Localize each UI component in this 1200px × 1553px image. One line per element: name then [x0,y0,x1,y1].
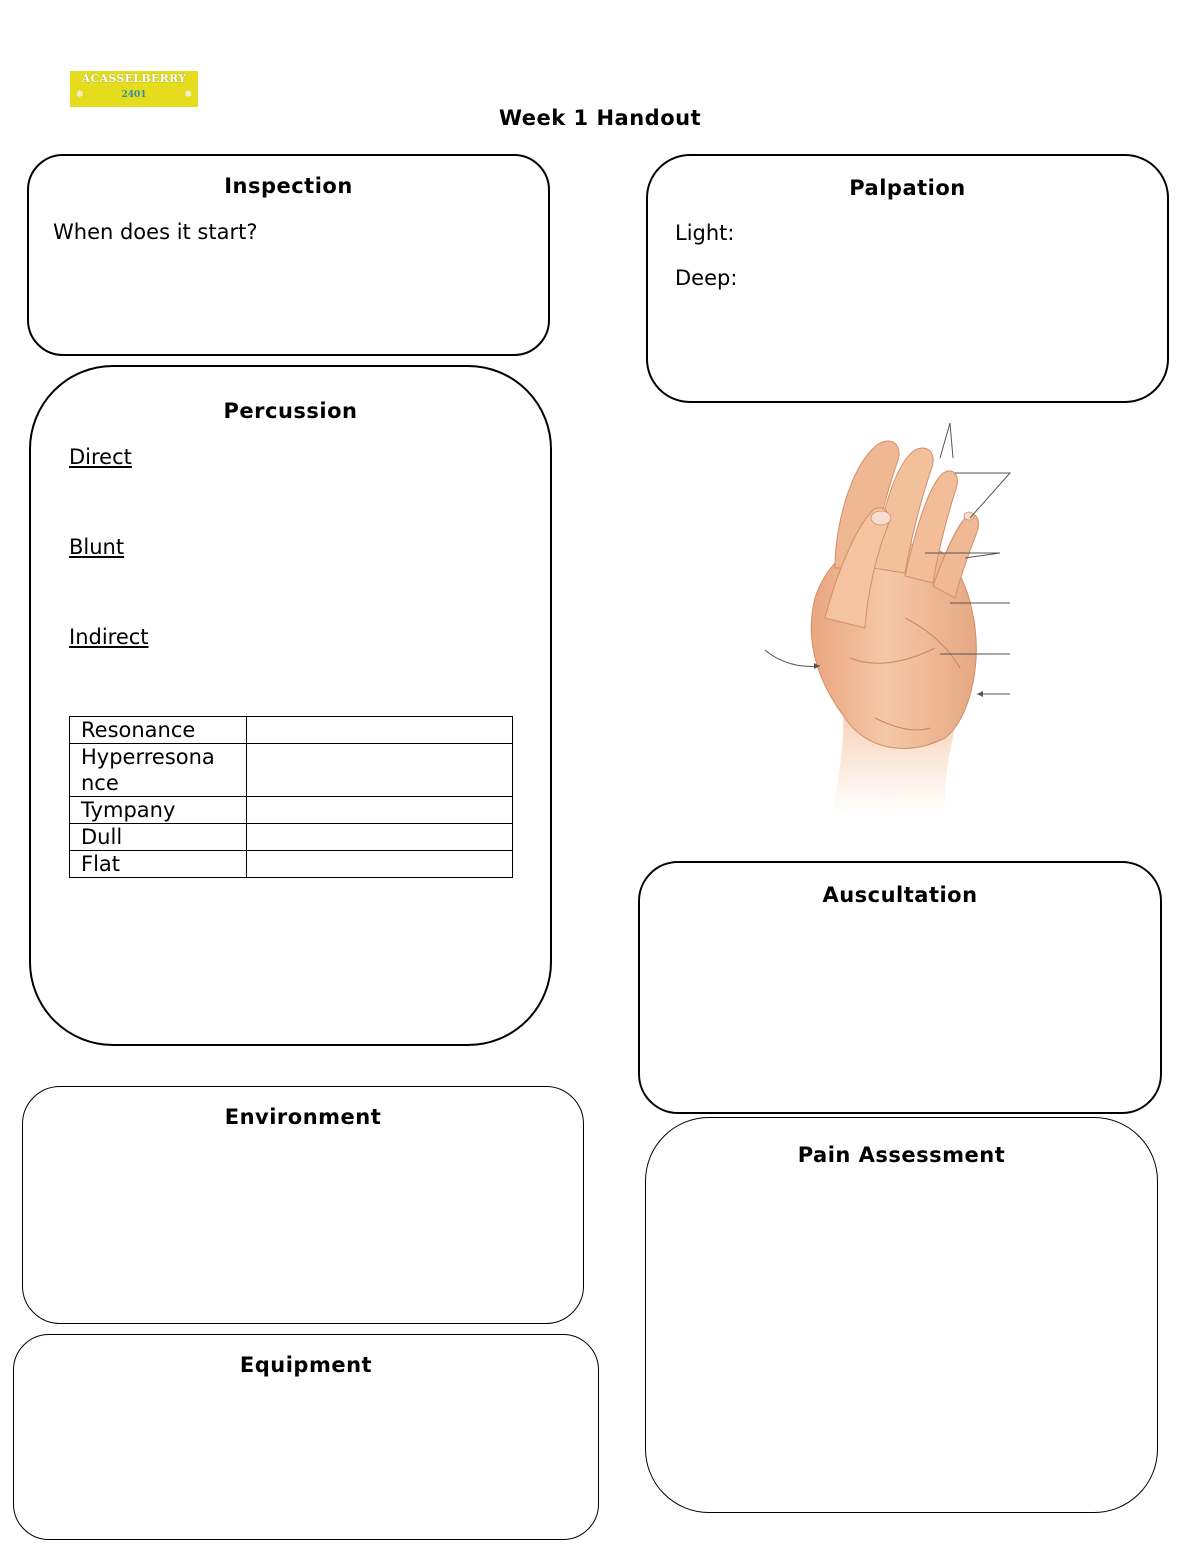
sound-value [247,851,513,878]
table-row [70,824,513,851]
sound-value [247,744,513,797]
sound-term: Dull [70,824,247,851]
sound-term: Flat [70,851,247,878]
sound-term: Resonance [70,717,247,744]
logo-subline [70,87,198,103]
auscultation-heading: Auscultation [822,883,978,907]
percussion-sounds-table [69,716,513,878]
table-row [70,744,513,797]
sound-term: Hyperresona nce [70,744,247,797]
sound-value [247,824,513,851]
environment-box [22,1086,584,1324]
percussion-box [29,365,552,1046]
table-row [70,851,513,878]
logo [70,71,198,107]
table-row [70,717,513,744]
hand-illustration [755,418,1020,813]
sound-value [247,797,513,824]
percussion-heading: Percussion [223,399,358,423]
logo-name: ACASSELBERRY [81,72,187,85]
table-row [70,797,513,824]
pain-assessment-heading: Pain Assessment [797,1143,1006,1167]
logo-number: 2401 [121,90,147,100]
palpation-deep-label: Deep: [675,266,738,290]
equipment-box [13,1334,599,1540]
snowflake-icon: ❄ [184,90,192,100]
environment-heading: Environment [224,1105,382,1129]
sound-value [247,717,513,744]
inspection-box [27,154,550,356]
sound-term: Tympany [70,797,247,824]
percussion-type-indirect: Indirect [69,625,149,649]
pain-assessment-box [645,1117,1158,1513]
snowflake-icon: ❄ [76,90,84,100]
palpation-heading: Palpation [849,176,966,200]
auscultation-box [638,861,1162,1114]
inspection-heading: Inspection [224,174,353,198]
palpation-box [646,154,1169,403]
palpation-light-label: Light: [675,221,735,245]
page-title: Week 1 Handout [498,106,702,130]
equipment-heading: Equipment [239,1353,373,1377]
percussion-type-direct: Direct [69,445,132,469]
percussion-type-blunt: Blunt [69,535,125,559]
inspection-prompt: When does it start? [53,220,258,244]
